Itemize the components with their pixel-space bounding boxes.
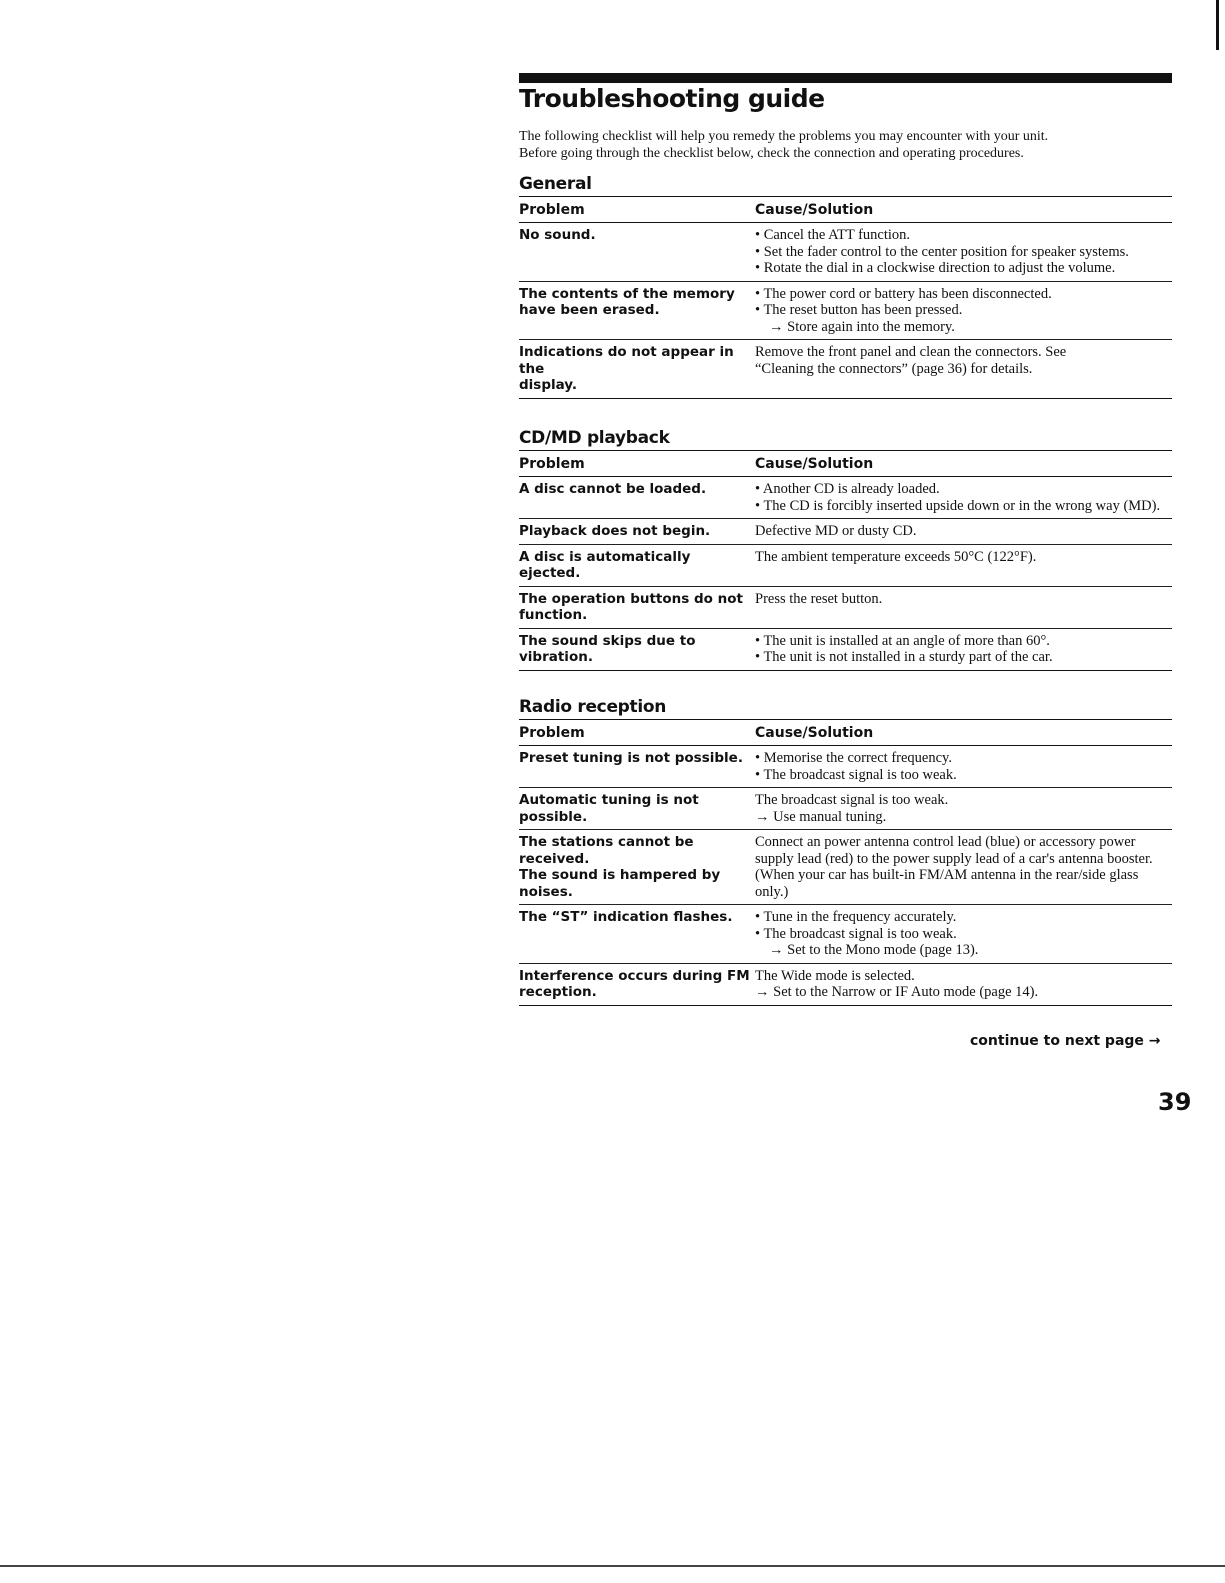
solution-text: The ambient temperature exceeds 50°C (122°F).: [755, 548, 1037, 565]
table-row: [519, 587, 1172, 629]
table-row: [519, 788, 1172, 830]
problem-column-header: Problem: [519, 201, 585, 218]
solution-text: Connect an power antenna control lead (blue) or accessory power supply lead (red) to the power supply lead of a car's antenna booster.: [755, 834, 1153, 867]
solution-text: • Another CD is already loaded.: [755, 481, 940, 497]
problem-cell: [519, 479, 755, 514]
solution-cell: [755, 547, 1172, 582]
cause-column-header: Cause/Solution: [755, 201, 874, 218]
solution-cell: [755, 966, 1172, 1001]
problem-text: Automatic tuning is not: [519, 792, 699, 808]
section-heading: Radio reception: [519, 697, 667, 717]
intro-line: Before going through the checklist below, check the connection and operating procedures.: [519, 146, 1024, 161]
solution-text: • The broadcast signal is too weak.: [755, 925, 957, 942]
problem-cell: [519, 907, 755, 959]
solution-cell: [755, 832, 1172, 900]
problem-text: received.: [519, 850, 590, 867]
solution-cell: [755, 342, 1172, 394]
solution-text: “Cleaning the connectors” (page 36) for details.: [755, 360, 1033, 377]
table-row: [519, 746, 1172, 788]
solution-cell: [755, 748, 1172, 783]
solution-text: • The reset button has been pressed.: [755, 302, 963, 318]
problem-text: noises.: [519, 883, 573, 900]
solution-text: → Use manual tuning.: [755, 808, 887, 825]
cause-column-header: Cause/Solution: [755, 455, 874, 472]
problem-cell: [519, 225, 755, 277]
table-row: [519, 964, 1172, 1006]
solution-cell: [755, 479, 1172, 514]
solution-text: Remove the front panel and clean the connectors. See: [755, 344, 1067, 360]
intro-paragraph: [519, 128, 1179, 162]
solution-cell: [755, 907, 1172, 959]
solution-text: • Cancel the ATT function.: [755, 227, 911, 243]
problem-text: function.: [519, 607, 588, 623]
problem-cell: [519, 342, 755, 394]
solution-text: • The power cord or battery has been disconnected.: [755, 285, 1052, 302]
section-heading: CD/MD playback: [519, 428, 670, 448]
solution-cell: [755, 284, 1172, 336]
problem-text: possible.: [519, 808, 588, 825]
section-radio-reception: [519, 697, 1172, 1006]
section-cd-md-playback: [519, 428, 1172, 671]
solution-cell: [755, 790, 1172, 825]
scan-edge-mark: [1216, 0, 1219, 50]
problem-cell: [519, 631, 755, 666]
solution-text: The Wide mode is selected.: [755, 967, 915, 984]
problem-text: display.: [519, 377, 578, 393]
table-header: [519, 196, 1172, 223]
table-row: [519, 905, 1172, 964]
solution-text: • The CD is forcibly inserted upside down or in the wrong way (MD).: [755, 497, 1161, 514]
solution-cell: [755, 631, 1172, 666]
problem-text: A disc cannot be loaded.: [519, 481, 707, 497]
problem-cell: [519, 521, 755, 540]
scan-bottom-edge: [0, 1565, 1225, 1567]
problem-text: The stations cannot be: [519, 834, 694, 850]
problem-column-header: Problem: [519, 455, 585, 472]
problem-cell: [519, 832, 755, 900]
problem-text: Indications do not appear in the: [519, 344, 734, 377]
problem-text: Preset tuning is not possible.: [519, 750, 743, 766]
solution-text: • Rotate the dial in a clockwise direction to adjust the volume.: [755, 260, 1116, 276]
solution-text: The broadcast signal is too weak.: [755, 792, 949, 808]
solution-text: • Memorise the correct frequency.: [755, 750, 952, 766]
problem-text: have been erased.: [519, 302, 660, 318]
problem-text: The contents of the memory: [519, 285, 735, 302]
solution-text: Press the reset button.: [755, 590, 883, 607]
problem-cell: [519, 284, 755, 336]
solution-text: → Store again into the memory.: [769, 318, 955, 335]
problem-text: The “ST” indication flashes.: [519, 909, 733, 925]
table-row: [519, 830, 1172, 905]
solution-text: Defective MD or dusty CD.: [755, 523, 917, 539]
solution-text: • The unit is installed at an angle of more than 60°.: [755, 632, 1050, 649]
solution-text: (When your car has built-in FM/AM antenna in the rear/side glass only.): [755, 867, 1139, 900]
solution-text: • Set the fader control to the center position for speaker systems.: [755, 243, 1129, 260]
solution-text: • The unit is not installed in a sturdy part of the car.: [755, 649, 1053, 665]
solution-cell: [755, 589, 1172, 624]
solution-cell: [755, 225, 1172, 277]
problem-text: Playback does not begin.: [519, 523, 711, 539]
problem-text: reception.: [519, 984, 597, 1000]
problem-text: No sound.: [519, 227, 596, 243]
solution-text: • The broadcast signal is too weak.: [755, 766, 957, 783]
section-heading: General: [519, 174, 592, 194]
problem-cell: [519, 790, 755, 825]
table-row: [519, 477, 1172, 519]
problem-text: vibration.: [519, 649, 593, 665]
intro-line: The following checklist will help you remedy the problems you may encounter with your unit.: [519, 129, 1049, 144]
problem-cell: [519, 589, 755, 624]
solution-cell: [755, 521, 1172, 540]
problem-cell: [519, 748, 755, 783]
continue-note: continue to next page →: [970, 1033, 1161, 1049]
title-rule: [519, 73, 1172, 83]
problem-text: The sound skips due to: [519, 632, 696, 649]
page-number: 39: [1158, 1088, 1192, 1116]
table-row: [519, 282, 1172, 341]
section-general: [519, 174, 1172, 399]
problem-text: Interference occurs during FM: [519, 967, 750, 984]
table-row: [519, 340, 1172, 399]
solution-text: • Tune in the frequency accurately.: [755, 909, 957, 925]
problem-column-header: Problem: [519, 724, 585, 741]
table-row: [519, 519, 1172, 545]
table-header: [519, 719, 1172, 746]
cause-column-header: Cause/Solution: [755, 724, 874, 741]
problem-cell: [519, 547, 755, 582]
page-title: Troubleshooting guide: [519, 84, 825, 113]
table-header: [519, 450, 1172, 477]
solution-text: → Set to the Mono mode (page 13).: [769, 942, 979, 958]
problem-text: The operation buttons do not: [519, 590, 743, 607]
problem-cell: [519, 966, 755, 1001]
problem-text: A disc is automatically ejected.: [519, 548, 691, 581]
problem-text: The sound is hampered by: [519, 867, 721, 883]
solution-text: → Set to the Narrow or IF Auto mode (page 14).: [755, 984, 1039, 1000]
table-row: [519, 629, 1172, 671]
table-row: [519, 545, 1172, 587]
table-row: [519, 223, 1172, 282]
